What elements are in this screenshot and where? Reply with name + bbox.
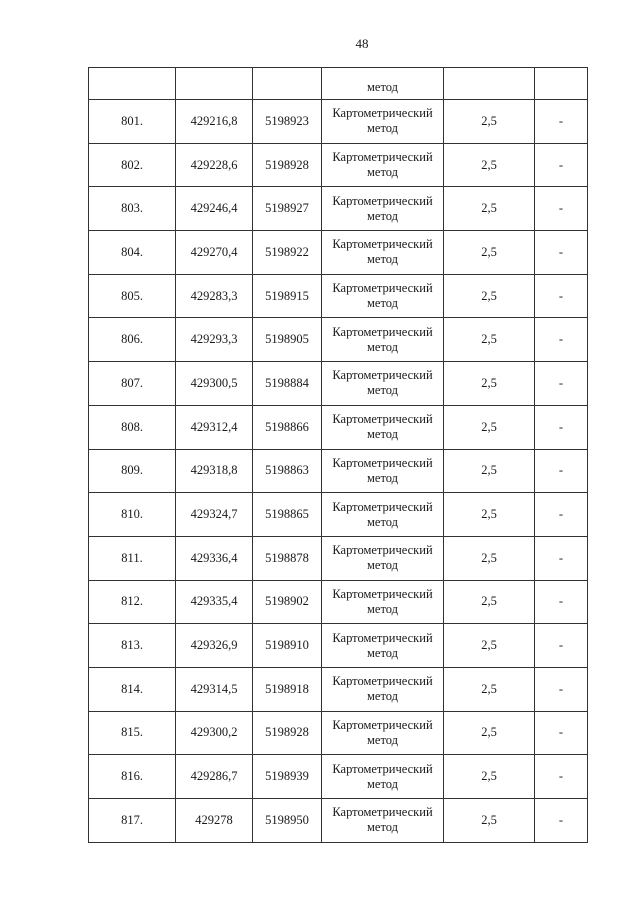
- method-cell: [322, 580, 444, 624]
- y-coordinate-cell: 5198918: [253, 667, 322, 711]
- method-cell: [322, 405, 444, 449]
- method-cell: [322, 362, 444, 406]
- point-number-cell: 804.: [89, 231, 176, 275]
- accuracy-cell: 2,5: [444, 318, 535, 362]
- note-cell: -: [535, 493, 588, 537]
- note-cell: -: [535, 231, 588, 275]
- x-coordinate-cell: 429318,8: [176, 449, 253, 493]
- method-line-1: Картометрический: [332, 543, 433, 558]
- note-cell: -: [535, 318, 588, 362]
- continuation-cell-note: [535, 68, 588, 100]
- accuracy-cell: 2,5: [444, 231, 535, 275]
- y-coordinate-cell: 5198910: [253, 624, 322, 668]
- method-cell: [322, 667, 444, 711]
- point-number-cell: 809.: [89, 449, 176, 493]
- x-coordinate-cell: 429286,7: [176, 755, 253, 799]
- continuation-cell-accuracy: [444, 68, 535, 100]
- table-row: [89, 580, 588, 624]
- point-number-cell: 815.: [89, 711, 176, 755]
- accuracy-cell: 2,5: [444, 362, 535, 406]
- y-coordinate-cell: 5198865: [253, 493, 322, 537]
- continuation-row: [89, 68, 588, 100]
- table-row: [89, 493, 588, 537]
- note-cell: -: [535, 449, 588, 493]
- table-row: [89, 318, 588, 362]
- y-coordinate-cell: 5198884: [253, 362, 322, 406]
- method-line-1: Картометрический: [332, 499, 433, 514]
- y-coordinate-cell: 5198905: [253, 318, 322, 362]
- method-line-1: Картометрический: [332, 674, 433, 689]
- method-line-2: метод: [366, 514, 398, 529]
- x-coordinate-cell: 429293,3: [176, 318, 253, 362]
- method-cell: [322, 143, 444, 187]
- note-cell: -: [535, 755, 588, 799]
- accuracy-cell: 2,5: [444, 405, 535, 449]
- x-coordinate-cell: 429326,9: [176, 624, 253, 668]
- method-line-1: Картометрический: [332, 717, 433, 732]
- x-coordinate-cell: 429246,4: [176, 187, 253, 231]
- note-cell: -: [535, 405, 588, 449]
- page-number: 48: [355, 36, 369, 51]
- method-line-2: метод: [366, 252, 398, 267]
- table-row: [89, 405, 588, 449]
- y-coordinate-cell: 5198923: [253, 100, 322, 144]
- method-line-2: метод: [366, 470, 398, 485]
- x-coordinate-cell: 429336,4: [176, 536, 253, 580]
- method-cell: [322, 231, 444, 275]
- point-number-cell: 813.: [89, 624, 176, 668]
- note-cell: -: [535, 799, 588, 843]
- method-cell: [322, 100, 444, 144]
- y-coordinate-cell: 5198927: [253, 187, 322, 231]
- continuation-cell-num: [89, 68, 176, 100]
- point-number-cell: 802.: [89, 143, 176, 187]
- method-cell: [322, 755, 444, 799]
- accuracy-cell: 2,5: [444, 143, 535, 187]
- point-number-cell: 812.: [89, 580, 176, 624]
- accuracy-cell: 2,5: [444, 493, 535, 537]
- accuracy-cell: 2,5: [444, 536, 535, 580]
- table-row: [89, 667, 588, 711]
- method-line-2: метод: [366, 776, 398, 791]
- continuation-cell-x: [176, 68, 253, 100]
- point-number-cell: 814.: [89, 667, 176, 711]
- x-coordinate-cell: 429335,4: [176, 580, 253, 624]
- point-number-cell: 806.: [89, 318, 176, 362]
- method-line-1: Картометрический: [332, 193, 433, 208]
- point-number-cell: 817.: [89, 799, 176, 843]
- y-coordinate-cell: 5198922: [253, 231, 322, 275]
- method-line-2: метод: [366, 558, 398, 573]
- method-line-1: Картометрический: [332, 805, 433, 820]
- method-cell: [322, 799, 444, 843]
- accuracy-cell: 2,5: [444, 711, 535, 755]
- accuracy-cell: 2,5: [444, 580, 535, 624]
- note-cell: -: [535, 536, 588, 580]
- method-cell: [322, 274, 444, 318]
- table-row: [89, 755, 588, 799]
- accuracy-cell: 2,5: [444, 274, 535, 318]
- table-row: [89, 231, 588, 275]
- table-row: [89, 274, 588, 318]
- method-line-1: Картометрический: [332, 150, 433, 165]
- note-cell: -: [535, 274, 588, 318]
- x-coordinate-cell: 429216,8: [176, 100, 253, 144]
- method-cell: [322, 449, 444, 493]
- method-line-2: метод: [366, 732, 398, 747]
- coordinates-table: [88, 67, 588, 843]
- y-coordinate-cell: 5198866: [253, 405, 322, 449]
- y-coordinate-cell: 5198863: [253, 449, 322, 493]
- accuracy-cell: 2,5: [444, 624, 535, 668]
- method-line-1: Картометрический: [332, 324, 433, 339]
- method-line-1: Картометрический: [332, 586, 433, 601]
- table-row: [89, 449, 588, 493]
- x-coordinate-cell: 429228,6: [176, 143, 253, 187]
- x-coordinate-cell: 429270,4: [176, 231, 253, 275]
- y-coordinate-cell: 5198950: [253, 799, 322, 843]
- method-cell: [322, 536, 444, 580]
- method-line-2: метод: [366, 820, 398, 835]
- x-coordinate-cell: 429278: [176, 799, 253, 843]
- x-coordinate-cell: 429300,2: [176, 711, 253, 755]
- continuation-cell-method: метод: [322, 68, 444, 100]
- method-line-2: метод: [366, 601, 398, 616]
- note-cell: -: [535, 580, 588, 624]
- point-number-cell: 811.: [89, 536, 176, 580]
- x-coordinate-cell: 429300,5: [176, 362, 253, 406]
- method-line-1: Картометрический: [332, 412, 433, 427]
- table-row: [89, 187, 588, 231]
- y-coordinate-cell: 5198902: [253, 580, 322, 624]
- method-cell: [322, 318, 444, 362]
- table-row: [89, 799, 588, 843]
- x-coordinate-cell: 429283,3: [176, 274, 253, 318]
- accuracy-cell: 2,5: [444, 100, 535, 144]
- method-cell: [322, 187, 444, 231]
- y-coordinate-cell: 5198928: [253, 711, 322, 755]
- method-line-1: Картометрический: [332, 281, 433, 296]
- method-line-2: метод: [366, 296, 398, 311]
- accuracy-cell: 2,5: [444, 187, 535, 231]
- table-row: [89, 362, 588, 406]
- method-line-2: метод: [366, 383, 398, 398]
- note-cell: -: [535, 100, 588, 144]
- point-number-cell: 803.: [89, 187, 176, 231]
- note-cell: -: [535, 143, 588, 187]
- method-line-1: Картометрический: [332, 368, 433, 383]
- point-number-cell: 805.: [89, 274, 176, 318]
- method-line-2: метод: [366, 339, 398, 354]
- method-cell: [322, 624, 444, 668]
- x-coordinate-cell: 429324,7: [176, 493, 253, 537]
- table-row: [89, 143, 588, 187]
- note-cell: -: [535, 187, 588, 231]
- method-cell: [322, 711, 444, 755]
- y-coordinate-cell: 5198928: [253, 143, 322, 187]
- method-line-1: Картометрический: [332, 455, 433, 470]
- point-number-cell: 801.: [89, 100, 176, 144]
- accuracy-cell: 2,5: [444, 449, 535, 493]
- method-line-2: метод: [366, 121, 398, 136]
- accuracy-cell: 2,5: [444, 799, 535, 843]
- table-row: [89, 536, 588, 580]
- method-line-1: Картометрический: [332, 106, 433, 121]
- point-number-cell: 807.: [89, 362, 176, 406]
- note-cell: -: [535, 362, 588, 406]
- y-coordinate-cell: 5198878: [253, 536, 322, 580]
- method-line-1: Картометрический: [332, 761, 433, 776]
- x-coordinate-cell: 429312,4: [176, 405, 253, 449]
- accuracy-cell: 2,5: [444, 755, 535, 799]
- y-coordinate-cell: 5198939: [253, 755, 322, 799]
- method-line-2: метод: [366, 208, 398, 223]
- table-row: [89, 624, 588, 668]
- note-cell: -: [535, 711, 588, 755]
- continuation-cell-y: [253, 68, 322, 100]
- method-line-2: метод: [366, 645, 398, 660]
- method-line-2: метод: [366, 427, 398, 442]
- method-line-2: метод: [366, 689, 398, 704]
- x-coordinate-cell: 429314,5: [176, 667, 253, 711]
- method-line-1: Картометрический: [332, 237, 433, 252]
- accuracy-cell: 2,5: [444, 667, 535, 711]
- point-number-cell: 808.: [89, 405, 176, 449]
- table-body: [89, 68, 588, 843]
- note-cell: -: [535, 667, 588, 711]
- method-cell: [322, 493, 444, 537]
- note-cell: -: [535, 624, 588, 668]
- y-coordinate-cell: 5198915: [253, 274, 322, 318]
- point-number-cell: 810.: [89, 493, 176, 537]
- table-row: [89, 100, 588, 144]
- table-row: [89, 711, 588, 755]
- method-line-2: метод: [366, 165, 398, 180]
- point-number-cell: 816.: [89, 755, 176, 799]
- method-line-1: Картометрический: [332, 630, 433, 645]
